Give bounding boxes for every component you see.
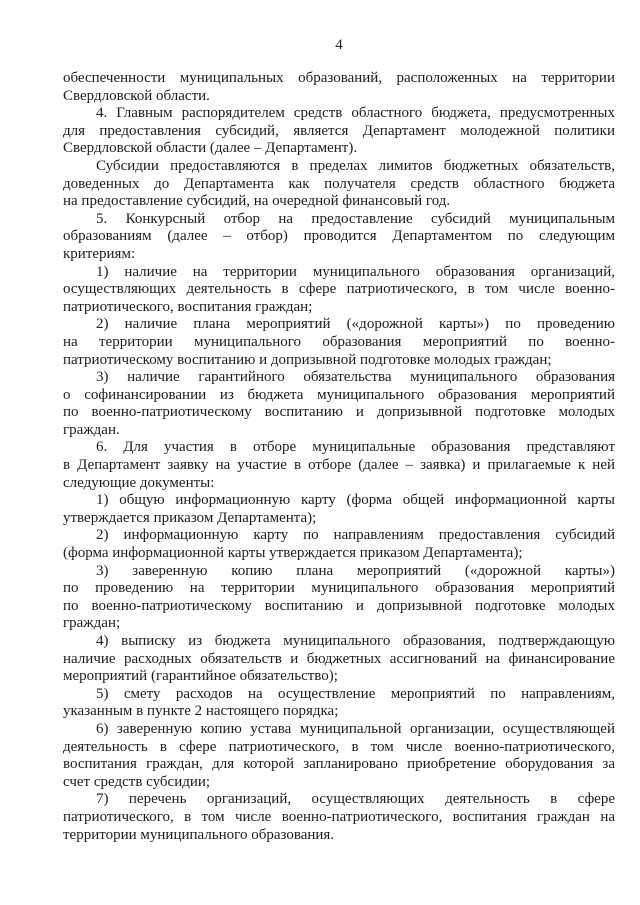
text-line: образованиям (далее – отбор) проводится Департаментом по следующим <box>63 228 615 245</box>
text-line: Свердловской области. <box>63 87 210 104</box>
text-line: на территории муниципального образования мероприятий по военно- <box>63 333 615 350</box>
text-line: 6) заверенную копию устава муниципальной организации, осуществляющей <box>96 720 615 737</box>
text-line: 1) наличие на территории муниципального образования организаций, <box>96 263 615 280</box>
text-line: по военно-патриотическому воспитанию и допризывной подготовке молодых <box>63 404 615 421</box>
text-line: на предоставление субсидий, на очередной финансовый год. <box>63 193 451 210</box>
text-line: Субсидии предоставляются в пределах лимитов бюджетных обязательств, <box>96 157 615 174</box>
text-line: 6. Для участия в отборе муниципальные образования представляют <box>96 439 615 456</box>
text-line: 7) перечень организаций, осуществляющих деятельность в сфере <box>96 791 615 808</box>
text-line: деятельность в сфере патриотического, в том числе военно-патриотического, <box>63 738 615 755</box>
text-line: доведенных до Департамента как получателя средств областного бюджета <box>63 175 615 192</box>
text-line: 5) смету расходов на осуществление мероприятий по направлениям, <box>96 685 615 702</box>
text-line: 3) заверенную копию плана мероприятий («дорожной карты») <box>96 562 615 579</box>
text-line: территории муниципального образования. <box>63 826 335 843</box>
text-line: осуществляющих деятельность в сфере патриотического, в том числе военно- <box>63 281 615 298</box>
text-line: 2) информационную карту по направлениям предоставления субсидий <box>96 527 615 544</box>
text-line: патриотического, в том числе военно-патриотического, воспитания граждан на <box>63 808 615 825</box>
text-line: по проведению на территории муниципального образования мероприятий <box>63 580 615 597</box>
text-line: о софинансировании из бюджета муниципального образования мероприятий <box>63 386 615 403</box>
text-line: 2) наличие плана мероприятий («дорожной карты») по проведению <box>96 316 615 333</box>
text-line: граждан. <box>63 421 120 438</box>
text-line: воспитания граждан, для которой запланировано приобретение оборудования за <box>63 756 615 773</box>
text-line: 3) наличие гарантийного обязательства муниципального образования <box>96 369 615 386</box>
text-line: наличие расходных обязательств и бюджетных ассигнований на финансирование <box>63 650 615 667</box>
document-body <box>63 70 615 844</box>
text-line: обеспеченности муниципальных образований, расположенных на территории <box>63 70 615 86</box>
text-line: 5. Конкурсный отбор на предоставление субсидий муниципальным <box>96 210 615 227</box>
text-line: 4) выписку из бюджета муниципального образования, подтверждающую <box>96 633 615 649</box>
text-line: критериям: <box>63 245 136 262</box>
text-line: в Департамент заявку на участие в отборе (далее – заявка) и прилагаемые к ней <box>63 457 615 474</box>
text-line: указанным в пункте 2 настоящего порядка; <box>63 703 339 720</box>
text-line: для предоставления субсидий, является Департамент молодежной политики <box>63 122 615 139</box>
text-line: граждан; <box>63 615 121 632</box>
text-line: Свердловской области (далее – Департамент). <box>63 140 358 157</box>
text-line: патриотического, воспитания граждан; <box>63 298 313 315</box>
text-line: 4. Главным распорядителем средств областного бюджета, предусмотренных <box>96 105 615 122</box>
text-line: (форма информационной карты утверждается приказом Департамента); <box>63 545 523 562</box>
text-line: по военно-патриотическому воспитанию и допризывной подготовке молодых <box>63 597 615 614</box>
text-line: патриотическому воспитанию и допризывной подготовке молодых граждан; <box>63 351 552 368</box>
text-line: утверждается приказом Департамента); <box>63 509 317 526</box>
text-line: мероприятий (гарантийное обязательство); <box>63 668 338 685</box>
text-line: счет средств субсидии; <box>63 773 211 790</box>
text-line: 1) общую информационную карту (форма общей информационной карты <box>96 492 615 509</box>
page-number: 4 <box>335 37 343 53</box>
text-line: следующие документы: <box>63 474 215 491</box>
